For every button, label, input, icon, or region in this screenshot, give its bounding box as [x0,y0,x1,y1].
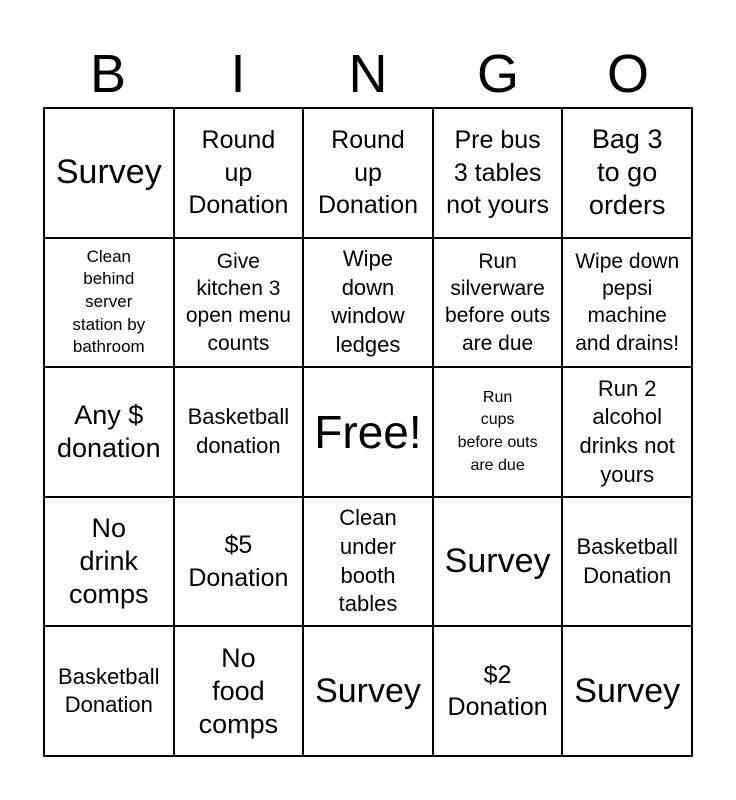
cell-text: Basketball Donation [58,663,160,718]
cell-text: Any $ donation [56,400,161,463]
cell-text: Clean under booth tables [338,505,398,617]
bingo-cell[interactable] [174,367,304,497]
bingo-cell[interactable] [174,238,304,368]
bingo-cell[interactable] [44,108,174,238]
cell-text: Survey [55,153,162,192]
bingo-cell[interactable] [433,108,563,238]
cell-text: Survey [444,542,551,581]
bingo-cell[interactable] [433,367,563,497]
cell-text: Survey [574,671,681,710]
bingo-cell[interactable] [44,367,174,497]
bingo-cell[interactable] [562,108,692,238]
bingo-cell[interactable] [562,238,692,368]
bingo-cell[interactable] [174,497,304,627]
cell-text: Wipe down window ledges [331,246,405,357]
bingo-cell[interactable] [562,626,692,756]
bingo-cell[interactable] [174,626,304,756]
cell-text: Basketball donation [187,404,290,458]
cell-text: Basketball Donation [576,534,678,588]
cell-text: Run 2 alcohol drinks not yours [579,375,675,487]
cell-text: Run silverware before outs are due [445,249,551,355]
cell-text: Bag 3 to go orders [588,124,666,221]
cell-text: Pre bus 3 tables not yours [446,126,550,220]
cell-text: Round up Donation [188,126,289,220]
cell-text: $2 Donation [447,660,548,722]
header-letter-g: G [476,44,519,104]
bingo-cell[interactable] [44,238,174,368]
bingo-free-cell[interactable] [303,367,433,497]
cell-text: Survey [315,671,421,710]
cell-text: Round up Donation [317,126,419,220]
bingo-grid [43,107,693,757]
bingo-cell[interactable] [303,238,433,368]
bingo-cell[interactable] [303,497,433,627]
cell-text: Clean behind server station by bathroom [72,246,146,357]
cell-text: No food comps [198,642,279,739]
bingo-cell[interactable] [303,108,433,238]
cell-text: Wipe down pepsi machine and drains! [575,249,680,355]
cell-text: Give kitchen 3 open menu counts [185,249,291,355]
bingo-cell[interactable] [44,626,174,756]
cell-text: Run cups before outs are due [457,388,538,474]
header-letter-o: O [606,44,649,104]
bingo-cell[interactable] [433,497,563,627]
bingo-header [43,44,693,104]
bingo-cell[interactable] [433,626,563,756]
cell-text: No drink comps [69,513,149,610]
header-letter-i: I [230,44,246,104]
bingo-cell[interactable] [44,497,174,627]
bingo-cell[interactable] [562,497,692,627]
header-letter-b: B [89,44,127,104]
bingo-cell[interactable] [174,108,304,238]
cell-text: Free! [314,405,422,458]
header-letter-n: N [348,44,388,104]
bingo-cell[interactable] [562,367,692,497]
cell-text: $5 Donation [188,531,289,592]
bingo-cell[interactable] [433,238,563,368]
bingo-cell[interactable] [303,626,433,756]
